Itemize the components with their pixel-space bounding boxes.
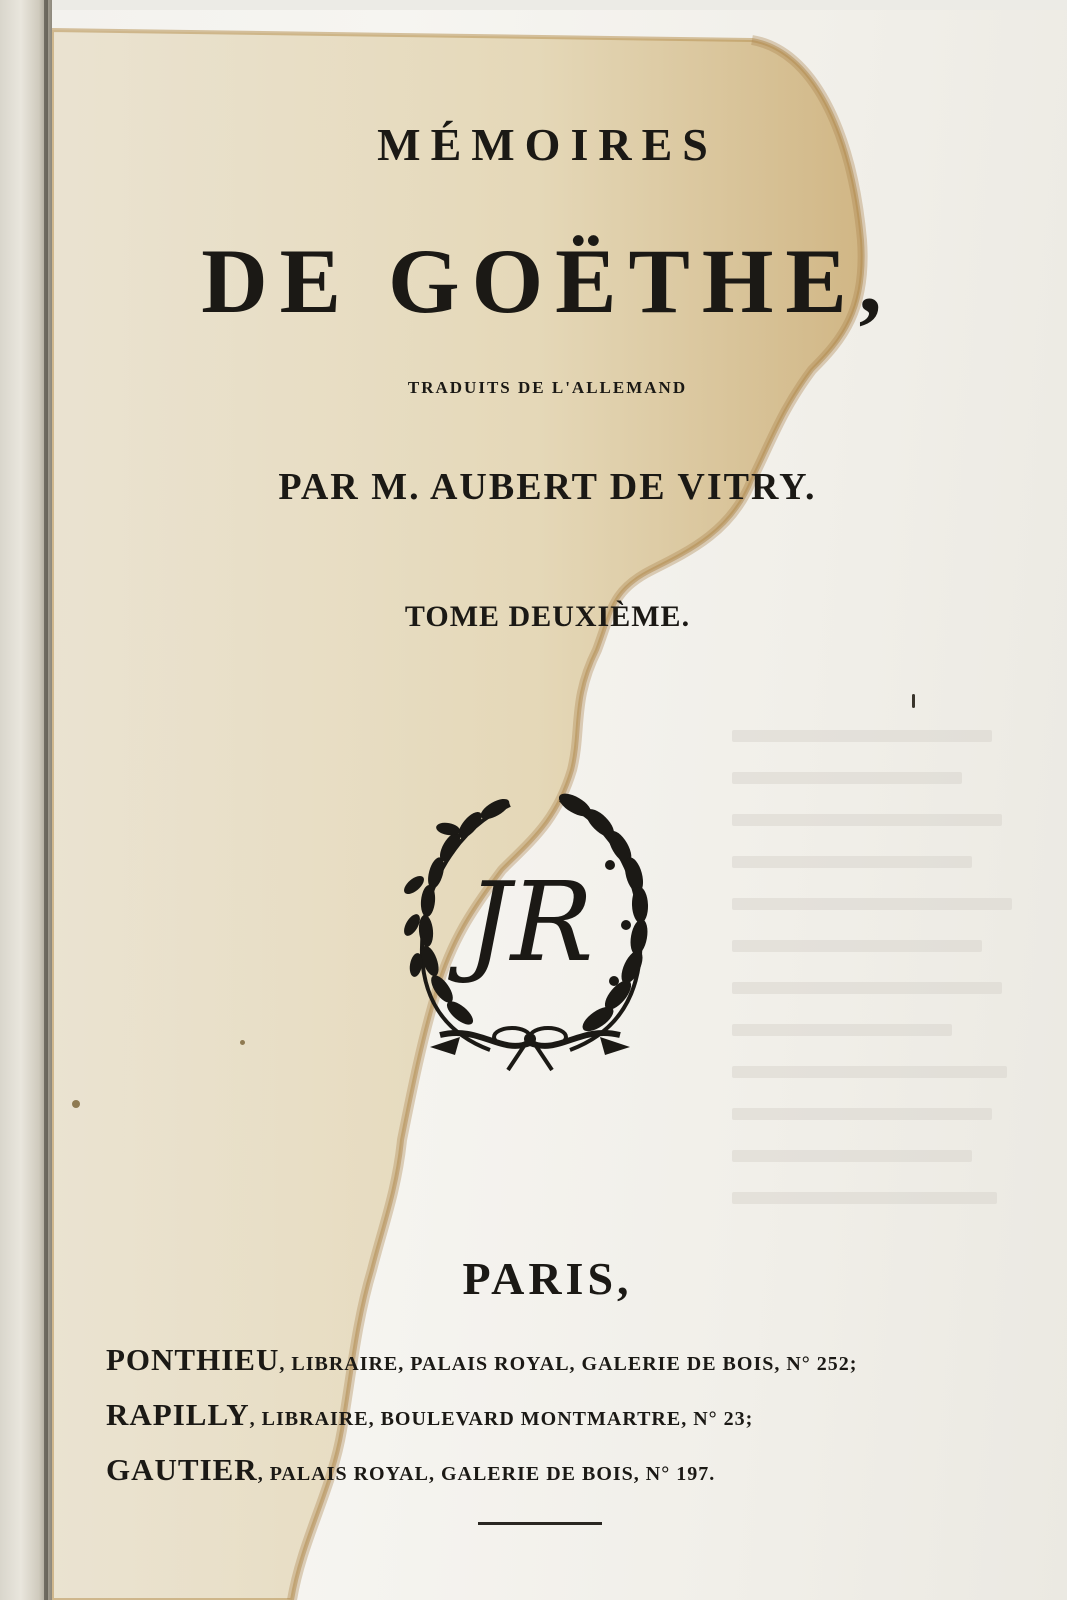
title-line-2: DE GOËTHE, — [201, 230, 894, 332]
monogram-letters: JR — [466, 858, 594, 986]
publisher-address: , PALAIS ROYAL, GALERIE DE BOIS, N° 197. — [257, 1463, 716, 1485]
publisher-line-3 — [106, 1452, 966, 1488]
translator-line: PAR M. AUBERT DE VITRY. — [278, 466, 817, 508]
foxing-spot — [240, 1040, 245, 1045]
publisher-address: , LIBRAIRE, BOULEVARD MONTMARTRE, N° 23; — [249, 1408, 754, 1430]
publisher-name: RAPILLY — [106, 1397, 250, 1432]
title-line-1: MÉMOIRES — [377, 119, 718, 170]
publisher-name: GAUTIER — [106, 1452, 258, 1487]
publisher-name: PONTHIEU — [106, 1342, 280, 1377]
volume-line: TOME DEUXIÈME. — [404, 600, 691, 633]
place-of-publication: PARIS, — [462, 1253, 633, 1304]
publisher-address: , LIBRAIRE, PALAIS ROYAL, GALERIE DE BOIS, N° 252; — [279, 1353, 858, 1375]
laurel-wreath-monogram-icon — [400, 785, 660, 1075]
foxing-spot — [912, 694, 915, 708]
bleed-through-text — [732, 730, 1032, 1234]
publisher-line-1 — [106, 1342, 966, 1378]
foxing-spot — [72, 1100, 80, 1108]
publisher-line-2 — [106, 1397, 966, 1433]
bottom-rule — [478, 1522, 602, 1525]
translated-from-line: TRADUITS DE L'ALLEMAND — [407, 378, 688, 397]
